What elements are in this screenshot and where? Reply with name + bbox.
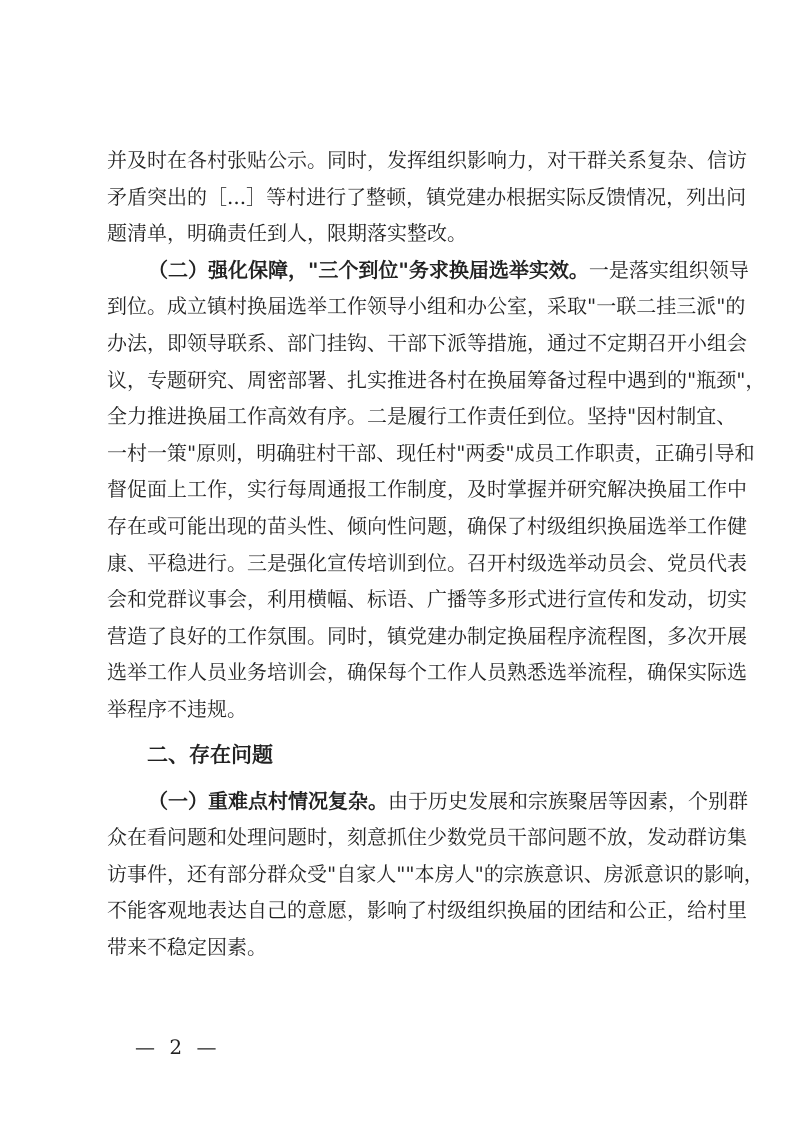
text-line: 题清单，明确责任到人，限期落实整改。 [107, 221, 467, 246]
text-line: 众在看问题和处理问题时，刻意抓住少数党员干部问题不放，发动群访集 [107, 825, 747, 850]
text-run: 由于历史发展和宗族聚居等因素，个别群 [388, 788, 748, 813]
text-line: 并及时在各村张贴公示。同时，发挥组织影响力，对干群关系复杂、信访 [107, 148, 747, 172]
paragraph-3 [107, 783, 764, 966]
text-line: 营造了良好的工作氛围。同时，镇党建办制定换届程序流程图，多次开展 [107, 623, 747, 648]
text-line: 督促面上工作，实行每周通报工作制度，及时掌握并研究解决换届工作中 [107, 477, 747, 502]
text-line: 不能客观地表达自己的意愿，影响了村级组织换届的团结和公正，给村里 [107, 898, 747, 923]
text-line: 举程序不违规。 [107, 696, 247, 721]
text-run: 一是落实组织领导 [588, 257, 749, 282]
text-line: 选举工作人员业务培训会，确保每个工作人员熟悉选举流程，确保实际选 [107, 660, 747, 685]
text-line: 访事件，还有部分群众受"自家人""本房人"的宗族意识、房派意识的影响， [107, 861, 764, 886]
paragraph-2 [107, 252, 766, 728]
text-line: 会和党群议事会，利用横幅、标语、广播等多形式进行宣传和发动，切实 [107, 587, 747, 612]
text-line [107, 783, 748, 820]
text-line: 全力推进换届工作高效有序。二是履行工作责任到位。坚持"因村制宜、 [107, 404, 737, 429]
paragraph-1 [107, 142, 747, 252]
bold-lead: （一）重难点村情况复杂。 [148, 788, 388, 813]
text-line [107, 252, 749, 289]
text-line: 矛盾突出的［...］等村进行了整顿，镇党建办根据实际反馈情况，列出问 [107, 184, 747, 209]
text-line: 存在或可能出现的苗头性、倾向性问题，确保了村级组织换届选举工作健 [107, 513, 747, 538]
text-line: 一村一策"原则，明确驻村干部、现任村"两委"成员工作职责，正确引导和 [107, 440, 755, 465]
text-line: 办法，即领导联系、部门挂钩、干部下派等措施，通过不定期召开小组会 [107, 330, 747, 355]
text-line: 议，专题研究、周密部署、扎实推进各村在换届筹备过程中遇到的"瓶颈"， [107, 367, 766, 392]
document-body [107, 142, 766, 965]
section-heading: 二、存在问题 [147, 742, 273, 767]
text-line: 带来不稳定因素。 [107, 934, 267, 959]
text-line: 到位。成立镇村换届选举工作领导小组和办公室，采取"一联二挂三派"的 [107, 294, 746, 319]
bold-lead: （二）强化保障，"三个到位"务求换届选举实效。 [148, 257, 589, 282]
text-line: 康、平稳进行。三是强化宣传培训到位。召开村级选举动员会、党员代表 [107, 550, 747, 575]
page-number: — 2 — [135, 1035, 221, 1059]
